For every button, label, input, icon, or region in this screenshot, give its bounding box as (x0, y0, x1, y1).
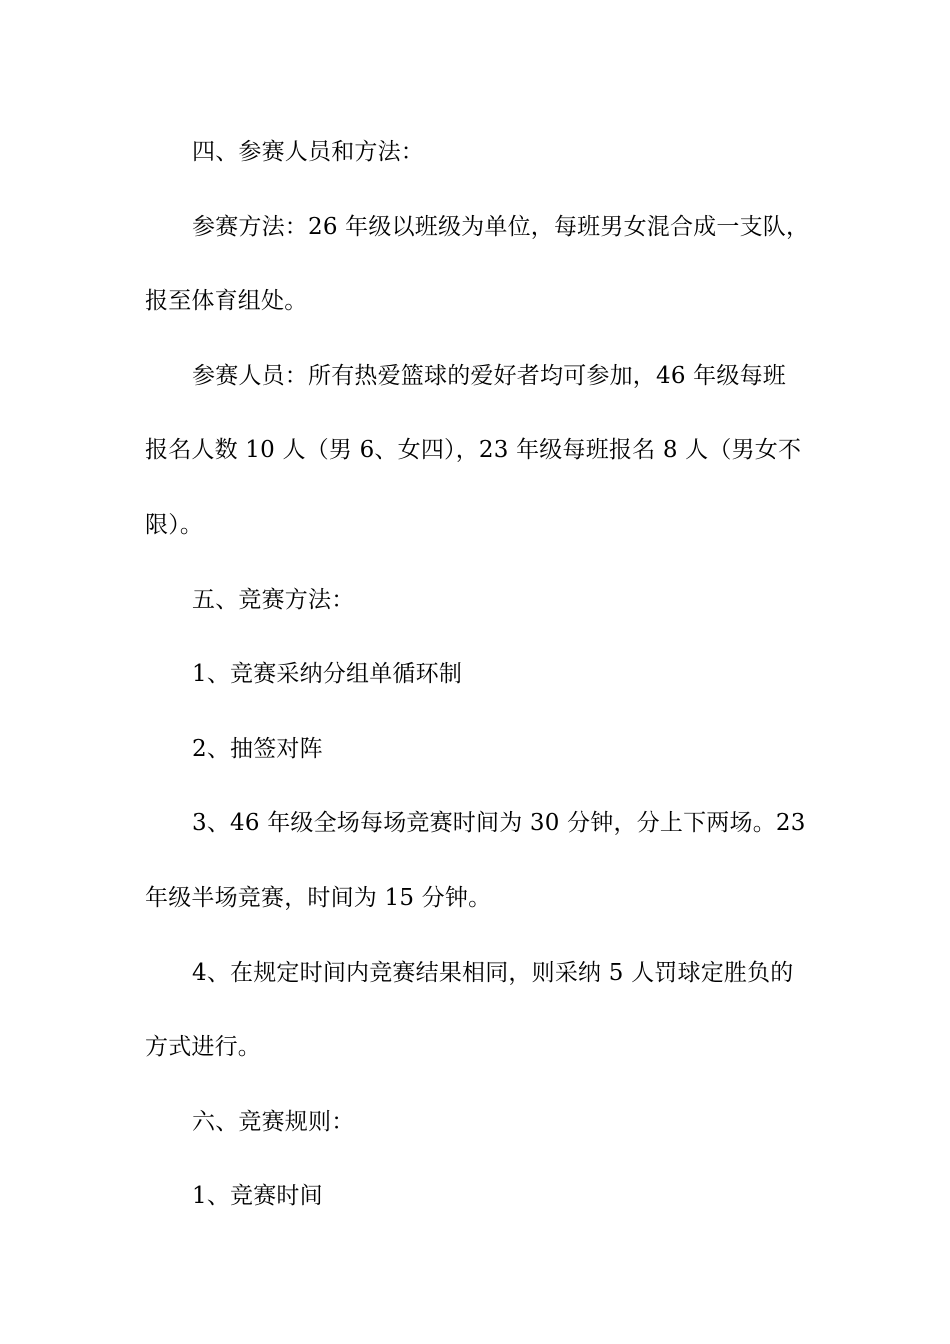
list-item: 4、在规定时间内竞赛结果相同，则采纳 5 人罚球定胜负的 (192, 959, 794, 986)
section-heading-participants: 四、参赛人员和方法： (192, 139, 424, 165)
list-item: 3、46 年级全场每场竞赛时间为 30 分钟，分上下两场。23 (192, 810, 806, 837)
paragraph-line: 限）。 (145, 511, 204, 538)
list-item-continuation: 年级半场竞赛，时间为 15 分钟。 (145, 884, 492, 911)
section-heading-competition-method: 五、竞赛方法： (192, 586, 355, 613)
list-item: 1、竞赛时间 (192, 1183, 323, 1210)
paragraph-line: 报至体育组处。 (145, 288, 308, 315)
list-item: 2、抽签对阵 (192, 735, 323, 762)
document-body (145, 126, 815, 1245)
section-heading-competition-rules: 六、竞赛规则： (192, 1108, 355, 1135)
list-item-continuation: 方式进行。 (145, 1034, 261, 1061)
list-item: 1、竞赛采纳分组单循环制 (192, 661, 463, 688)
paragraph-line: 参赛方法：26 年级以班级为单位，每班男女混合成一支队， (192, 213, 810, 240)
paragraph-line: 参赛人员：所有热爱篮球的爱好者均可参加，46 年级每班 (192, 362, 786, 389)
paragraph-line: 报名人数 10 人（男 6、女四），23 年级每班报名 8 人（男女不 (145, 437, 802, 464)
